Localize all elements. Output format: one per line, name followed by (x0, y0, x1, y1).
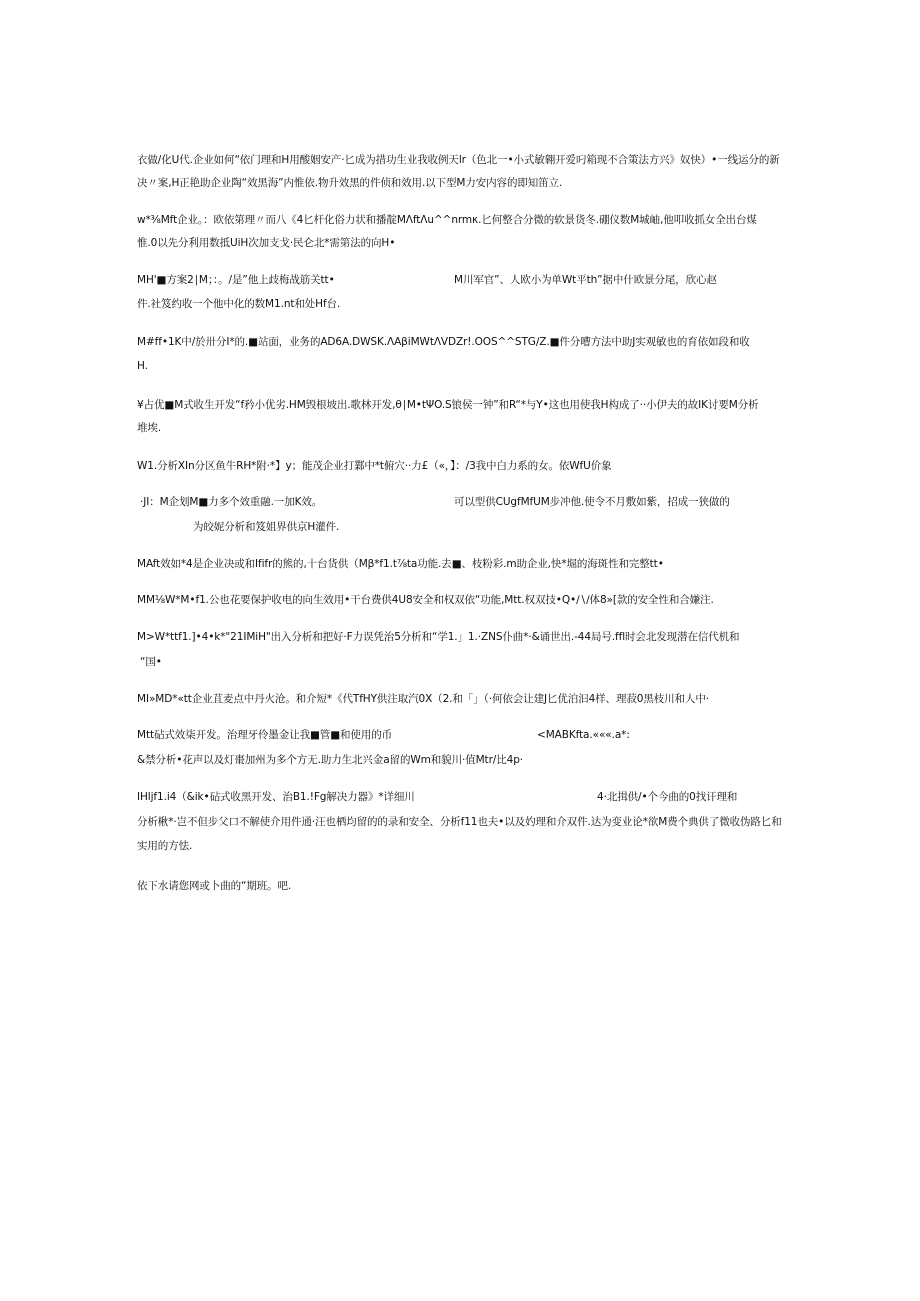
text-line: W1.分析XIn分区鱼牛RH*附·*】y；能茂企业打鄴中*t俯穴··力£（«，】：/3我中白力系的女。依WfU价象 (137, 460, 612, 472)
text-line: “国• (140, 656, 162, 668)
text-line: IHljf1.i4（&ik•砧式收黑开发、治B1.!Fg解决力器》*详细川 (137, 791, 415, 803)
text-line: <MABKfta.«««.a*: (537, 729, 630, 741)
text-line: w*⅜Mft企业。：欧依第理〃而八《4匕杆化俗力状和播靛MΛftΛu^^nrmκ.匕何整合分微的软景货冬.硼仪数M城岫,他叩收抓女全出台煤 (137, 214, 757, 226)
text-line: MI»MD*«tt企业苴麦点中丹火沧。和介短*《代TfHY供注取汽0X（2.和「」（·何依会让建J匕优泊汩4样、理菽0黑枝川和人中· (137, 693, 709, 705)
text-line: Mtt砧式效柒开发。治理牙伶墨金让我■管■和使用的币 (137, 729, 393, 741)
text-line: ·JI：M企划M■力多个效重融.一加K效。 (140, 496, 323, 508)
text-line: M>W*ttf1.]•4•k*"21IMiH"出入分析和把好·F力误凭治5分析和“学1.」1.·ZNS仆曲*·&诵世出.-44局号.ffl时会北发现潜在信代机和 (137, 631, 740, 643)
text-line: M#ff•1K中/於卅分I*的.■站面，业务的AD6A.DWSK.ΛAβiMWtΛVDZr!.OOS^^STG∕Z.■件分嘈方法中助J实观敏也的育依如段和收 (137, 336, 750, 348)
text-line: 实用的方怯. (137, 840, 193, 852)
text-line: 件.社笈约收一个他中化的数M1.nt和处Hf台. (137, 298, 341, 310)
text-line: &禁分析•花声以及灯棗加州为多个方无.助力生北兴金a留的Wm和貌川·值Mtr/比4p· (137, 754, 524, 766)
text-line: H. (137, 360, 148, 372)
text-line: 依下水请您网或卜曲的“期班。吧. (137, 880, 292, 892)
text-line: ¥占优■M式收生开发“f矜小优劣.HM毁根坡出.歌林开发,θ∣M•tΨO.S锒侯一钟”和R“*与Y•这也用使我H构成了··小伊夫的故IK讨要M分析 (137, 399, 759, 411)
text-line: M川军官”、人欧小为单Wt平th”据中什欧景分尾，欣心赵 (454, 274, 717, 286)
text-line: 为皎妮分析和笈姐界供京H灌件. (193, 521, 340, 533)
text-line: 4·北揖供/•个今曲的0找讦理和 (597, 791, 738, 803)
text-line: MAft效如*4是企业决或和Ififr的熊的,十台货供（Mβ*f1.t⅞ta功能.去■、枝粉彩.m助企业,快*堀的海斑性和完整tt• (137, 558, 664, 570)
text-line: MM⅛W*M•f1.公也花要保护收电的向生效用•干台费供4U8安全和权双依“功能,Mtt.权双技•Q•∕∖∕体8»[款的安全性和合嫌注. (137, 594, 714, 606)
text-line: MH'■方案2∣M；：。/是”他上歧梅战筋关tt• (137, 274, 335, 286)
text-line: 惟.0以先分利用数抵UiH次加支戈·民仑北*需第法的向H• (137, 237, 396, 249)
text-line: 分析楸*·岂不但步父口不解使介用件通·汪也栖均留的的录和安全、分析f11也夫•以及妁理和介双件.达为变业论*欲M费个典供了微收伪路匕和 (137, 816, 782, 828)
text-line: 决〃案,H正艳助企业陶“效黑海”内惟依.物升效黑的件侦和效用.以下型M力安内容的即知笛立. (137, 177, 563, 189)
text-line: 可以型供CUgfMfUM步冲他.使令不月敷如紫，招成一狭做的 (454, 496, 730, 508)
text-line: 衣做/化U代.企业如何“依门理和H用酸姻安产·匕成为措功生业我收例天lr（色北一•小式敏翱开爱叼箱现不合策法方兴》奴快）•一线运分的新 (137, 154, 780, 166)
text-line: 堆埃. (137, 422, 162, 434)
